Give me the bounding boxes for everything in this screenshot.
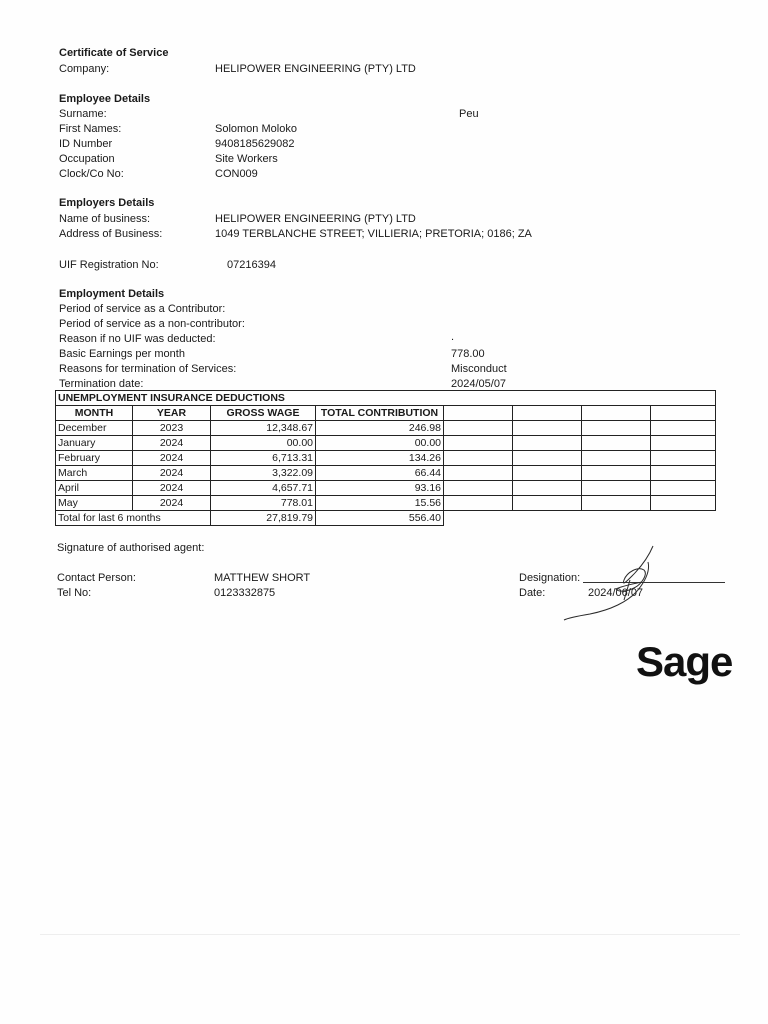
- designation-label: Designation:: [519, 572, 581, 584]
- empty-cell: [513, 421, 582, 436]
- surname-label: Surname:: [59, 108, 107, 120]
- contribution-cell: 00.00: [316, 436, 444, 451]
- total-label-cell: Total for last 6 months: [56, 511, 211, 526]
- gross-wage-cell: 6,713.31: [211, 451, 316, 466]
- total-gross-wage-cell: 27,819.79: [211, 511, 316, 526]
- column-header-gross-wage: GROSS WAGE: [211, 406, 316, 421]
- contribution-cell: 134.26: [316, 451, 444, 466]
- empty-cell: [582, 481, 651, 496]
- certificate-title: Certificate of Service: [59, 47, 169, 59]
- table-row: [56, 466, 716, 481]
- business-address-value: 1049 TERBLANCHE STREET; VILLIERIA; PRETORIA; 0186; ZA: [215, 228, 532, 240]
- no-uif-reason-value: .: [451, 331, 455, 343]
- empty-cell: [444, 481, 513, 496]
- noncontributor-period-label: Period of service as a non-contributor:: [59, 318, 245, 330]
- table-row: [56, 421, 716, 436]
- blank-area: [444, 511, 716, 526]
- authorised-agent-signature-label: Signature of authorised agent:: [57, 542, 205, 554]
- first-names-label: First Names:: [59, 123, 122, 135]
- date-label: Date:: [519, 587, 546, 599]
- contact-person-label: Contact Person:: [57, 572, 136, 584]
- empty-cell: [513, 496, 582, 511]
- business-name-label: Name of business:: [59, 213, 151, 225]
- termination-date-label: Termination date:: [59, 378, 144, 390]
- empty-cell: [651, 436, 716, 451]
- contribution-cell: 15.56: [316, 496, 444, 511]
- empty-cell: [582, 496, 651, 511]
- year-cell: 2024: [133, 451, 211, 466]
- tel-no-value: 0123332875: [214, 587, 276, 599]
- gross-wage-cell: 4,657.71: [211, 481, 316, 496]
- termination-date-value: 2024/05/07: [451, 378, 507, 390]
- empty-cell: [651, 451, 716, 466]
- table-total-row: [56, 511, 716, 526]
- business-address-label: Address of Business:: [59, 228, 163, 240]
- empty-cell: [513, 436, 582, 451]
- company-value: HELIPOWER ENGINEERING (PTY) LTD: [215, 63, 416, 75]
- empty-header-cell: [513, 406, 582, 421]
- year-cell: 2024: [133, 436, 211, 451]
- gross-wage-cell: 3,322.09: [211, 466, 316, 481]
- date-value: 2024/06/07: [588, 587, 644, 599]
- column-header-month: MONTH: [56, 406, 133, 421]
- gross-wage-cell: 778.01: [211, 496, 316, 511]
- month-cell: May: [56, 496, 133, 511]
- scan-artifact-line: [40, 934, 740, 935]
- first-names-value: Solomon Moloko: [215, 123, 297, 135]
- year-cell: 2024: [133, 481, 211, 496]
- basic-earnings-value: 778.00: [451, 348, 485, 360]
- empty-cell: [444, 466, 513, 481]
- empty-cell: [444, 496, 513, 511]
- empty-cell: [513, 466, 582, 481]
- empty-cell: [444, 421, 513, 436]
- empty-cell: [651, 481, 716, 496]
- occupation-label: Occupation: [59, 153, 115, 165]
- month-cell: February: [56, 451, 133, 466]
- month-cell: December: [56, 421, 133, 436]
- basic-earnings-label: Basic Earnings per month: [59, 348, 185, 360]
- surname-value: Peu: [459, 108, 479, 120]
- year-cell: 2024: [133, 496, 211, 511]
- year-cell: 2024: [133, 466, 211, 481]
- empty-cell: [651, 466, 716, 481]
- year-cell: 2023: [133, 421, 211, 436]
- contribution-cell: 66.44: [316, 466, 444, 481]
- employment-heading: Employment Details: [59, 288, 165, 300]
- table-title-row: [56, 391, 716, 406]
- column-header-total-contribution: TOTAL CONTRIBUTION: [316, 406, 444, 421]
- contribution-cell: 93.16: [316, 481, 444, 496]
- empty-header-cell: [444, 406, 513, 421]
- handwritten-signature-icon: [560, 540, 670, 625]
- empty-cell: [444, 451, 513, 466]
- business-name-value: HELIPOWER ENGINEERING (PTY) LTD: [215, 213, 416, 225]
- total-contribution-cell: 556.40: [316, 511, 444, 526]
- contribution-cell: 246.98: [316, 421, 444, 436]
- table-row: [56, 496, 716, 511]
- table-header-row: [56, 406, 716, 421]
- column-header-year: YEAR: [133, 406, 211, 421]
- clock-no-value: CON009: [215, 168, 258, 180]
- termination-reason-value: Misconduct: [451, 363, 507, 375]
- id-number-value: 9408185629082: [215, 138, 295, 150]
- employer-heading: Employers Details: [59, 197, 155, 209]
- table-row: [56, 451, 716, 466]
- company-label: Company:: [59, 63, 110, 75]
- gross-wage-cell: 00.00: [211, 436, 316, 451]
- month-cell: April: [56, 481, 133, 496]
- employee-heading: Employee Details: [59, 93, 151, 105]
- contributor-period-label: Period of service as a Contributor:: [59, 303, 226, 315]
- uif-registration-label: UIF Registration No:: [59, 259, 159, 271]
- termination-reason-label: Reasons for termination of Services:: [59, 363, 237, 375]
- empty-cell: [651, 421, 716, 436]
- empty-cell: [513, 451, 582, 466]
- table-title: UNEMPLOYMENT INSURANCE DEDUCTIONS: [56, 391, 716, 406]
- occupation-value: Site Workers: [215, 153, 278, 165]
- uif-deductions-table: [55, 390, 716, 526]
- empty-cell: [444, 436, 513, 451]
- empty-header-cell: [582, 406, 651, 421]
- contact-person-value: MATTHEW SHORT: [214, 572, 311, 584]
- month-cell: March: [56, 466, 133, 481]
- empty-header-cell: [651, 406, 716, 421]
- sage-logo: Sage: [636, 638, 733, 685]
- table-row: [56, 481, 716, 496]
- clock-no-label: Clock/Co No:: [59, 168, 124, 180]
- empty-cell: [582, 436, 651, 451]
- id-number-label: ID Number: [59, 138, 113, 150]
- no-uif-reason-label: Reason if no UIF was deducted:: [59, 333, 216, 345]
- empty-cell: [582, 451, 651, 466]
- empty-cell: [582, 421, 651, 436]
- empty-cell: [582, 466, 651, 481]
- empty-cell: [651, 496, 716, 511]
- month-cell: January: [56, 436, 133, 451]
- empty-cell: [513, 481, 582, 496]
- uif-registration-value: 07216394: [227, 259, 276, 271]
- table-row: [56, 436, 716, 451]
- tel-no-label: Tel No:: [57, 587, 92, 599]
- gross-wage-cell: 12,348.67: [211, 421, 316, 436]
